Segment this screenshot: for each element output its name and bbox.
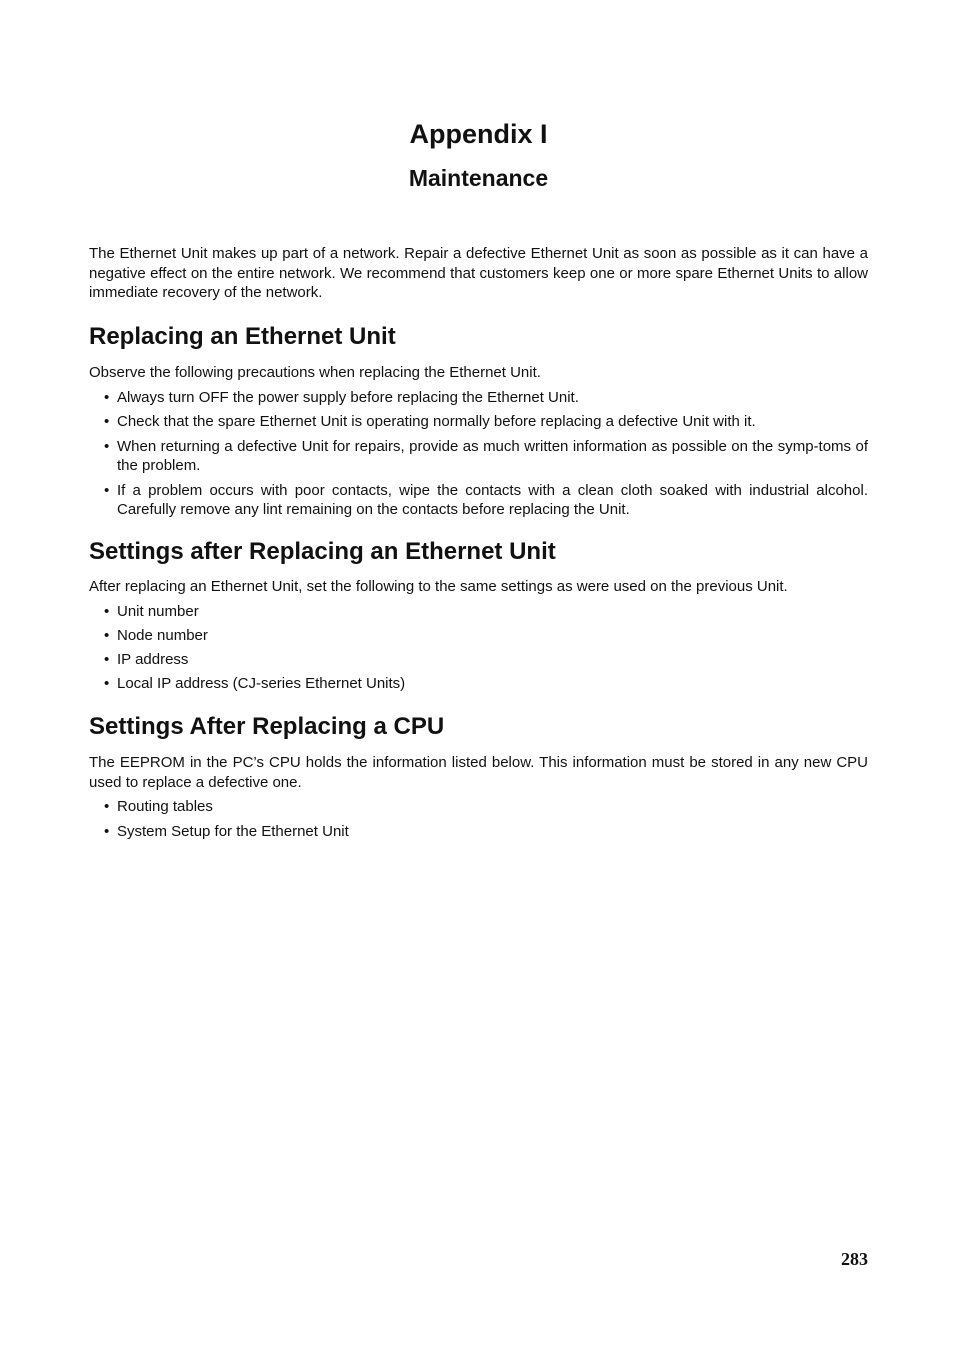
bullet-icon: • <box>104 822 110 840</box>
bullet-icon: • <box>104 413 110 430</box>
list-item: • If a problem occurs with poor contacts, wipe the contacts with a clean cloth soaked with industrial alcohol. Carefully remove any lint remaining on the contacts before replacing the Unit. <box>104 481 868 518</box>
cpu-info-list <box>89 797 868 841</box>
list-item: • When returning a defective Unit for repairs, provide as much written information as possible on the symp-toms of the problem. <box>104 437 868 474</box>
bullet-icon: • <box>104 437 110 455</box>
appendix-subtitle: Maintenance <box>408 165 549 191</box>
list-item: • Check that the spare Ethernet Unit is operating normally before replacing a defective Unit with it. <box>104 413 756 430</box>
appendix-title: Appendix I <box>409 119 548 149</box>
section-heading: Settings after Replacing an Ethernet Unit <box>89 538 556 565</box>
section-heading: Settings After Replacing a CPU <box>89 713 445 740</box>
section-settings-after-unit <box>89 537 868 693</box>
list-item: • IP address <box>104 650 189 668</box>
bullet-icon: • <box>104 674 110 692</box>
intro-block <box>89 244 868 303</box>
bullet-icon: • <box>104 602 110 620</box>
bullet-icon: • <box>104 388 110 406</box>
list-item: • System Setup for the Ethernet Unit <box>104 822 349 840</box>
section-replacing-unit <box>89 322 868 520</box>
bullet-icon: • <box>104 798 110 815</box>
bullet-icon: • <box>104 626 110 644</box>
list-item: • Node number <box>104 626 208 644</box>
section-settings-after-cpu <box>89 712 868 841</box>
section-lead: Observe the following precautions when replacing the Ethernet Unit. <box>89 364 541 381</box>
list-item: • Always turn OFF the power supply before replacing the Ethernet Unit. <box>104 388 579 406</box>
list-item: • Routing tables <box>104 798 213 815</box>
precautions-list <box>89 388 868 520</box>
settings-list <box>89 602 868 694</box>
section-lead: The EEPROM in the PC’s CPU holds the information listed below. This information must be stored in any new CPU used to replace a defective one. <box>89 754 868 791</box>
list-item: • Local IP address (CJ-series Ethernet Units) <box>104 674 406 692</box>
bullet-icon: • <box>104 650 110 668</box>
page-number: 283 <box>841 1249 868 1269</box>
section-heading: Replacing an Ethernet Unit <box>89 323 396 350</box>
bullet-icon: • <box>104 481 110 499</box>
section-lead: After replacing an Ethernet Unit, set the following to the same settings as were used on the previous Unit. <box>89 578 788 595</box>
intro-paragraph: The Ethernet Unit makes up part of a network. Repair a defective Ethernet Unit as soon as possible as it can have a negative effect on the entire network. We recommend that customers keep one or more spare Ethernet Units to allow immediate recovery of the network. <box>89 245 868 301</box>
list-item: • Unit number <box>104 602 199 620</box>
